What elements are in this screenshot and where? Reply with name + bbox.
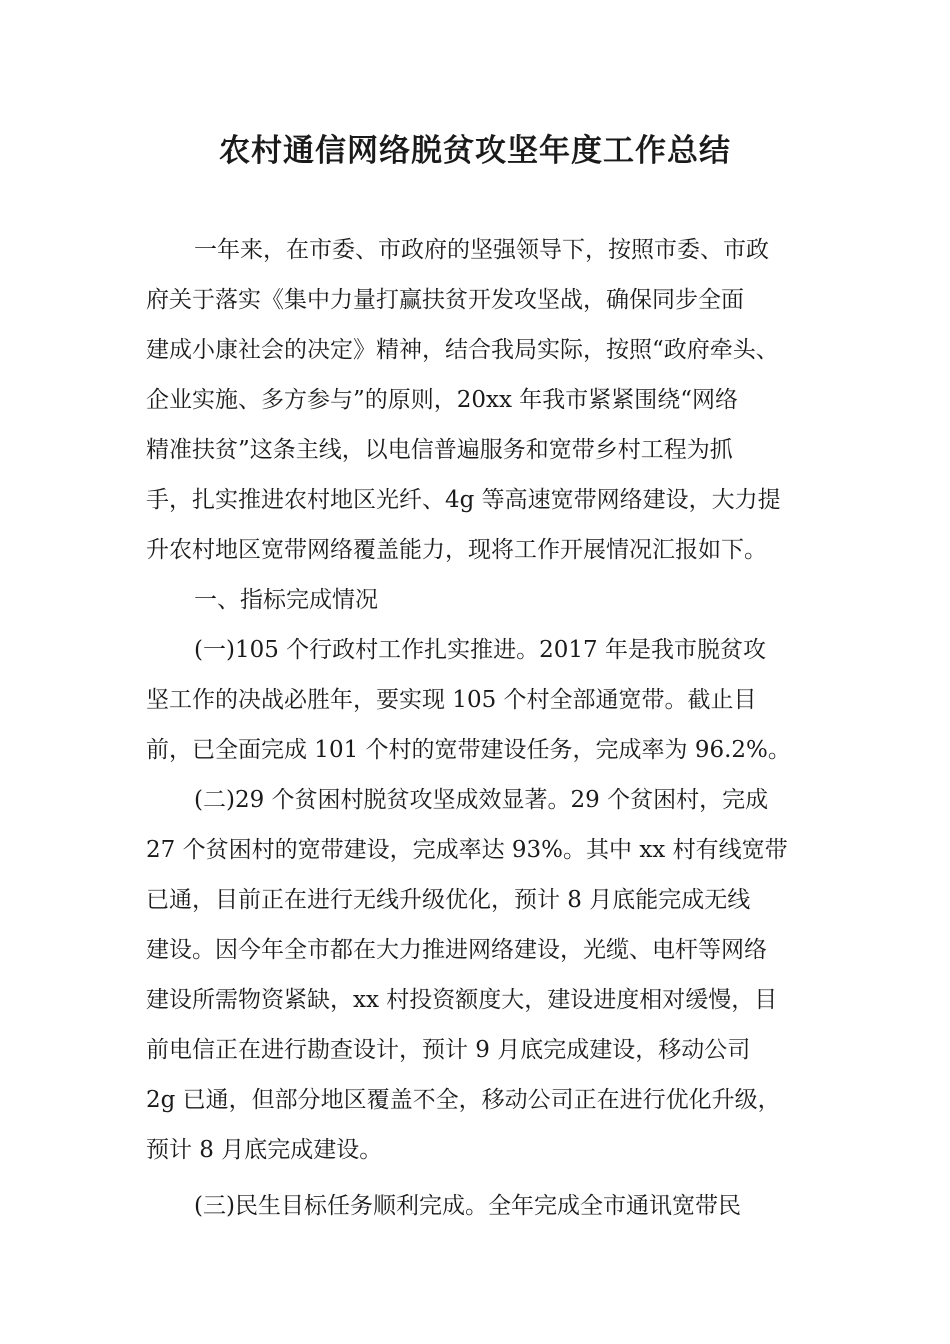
paragraph-intro-line-5: 精准扶贫”这条主线，以电信普遍服务和宽带乡村工程为抓 [146, 437, 733, 463]
section-heading-1: 一、指标完成情况 [194, 587, 378, 613]
paragraph-intro-line-6: 手，扎实推进农村地区光纤、4g 等高速宽带网络建设，大力提 [146, 487, 781, 513]
paragraph-item-2-line-4: 建设。因今年全市都在大力推进网络建设，光缆、电杆等网络 [146, 937, 767, 963]
paragraph-item-2-line-3: 已通，目前正在进行无线升级优化，预计 8 月底能完成无线 [146, 887, 751, 913]
paragraph-intro-line-4: 企业实施、多方参与”的原则，20xx 年我市紧紧围绕“网络 [146, 387, 739, 413]
paragraph-intro-line-7: 升农村地区宽带网络覆盖能力，现将工作开展情况汇报如下。 [146, 537, 767, 563]
paragraph-item-2-line-1: (二)29 个贫困村脱贫攻坚成效显著。29 个贫困村，完成 [194, 787, 769, 813]
paragraph-intro-line-1: 一年来，在市委、市政府的坚强领导下，按照市委、市政 [194, 237, 769, 263]
document-title: 农村通信网络脱贫攻坚年度工作总结 [219, 133, 731, 169]
paragraph-item-1-line-1: (一)105 个行政村工作扎实推进。2017 年是我市脱贫攻 [194, 637, 767, 663]
paragraph-item-3-line-1: (三)民生目标任务顺利完成。全年完成全市通讯宽带民 [194, 1193, 741, 1219]
paragraph-item-1-line-3: 前，已全面完成 101 个村的宽带建设任务，完成率为 96.2%。 [146, 737, 791, 763]
paragraph-item-2-line-7: 2g 已通，但部分地区覆盖不全，移动公司正在进行优化升级， [146, 1087, 781, 1113]
paragraph-item-2-line-8: 预计 8 月底完成建设。 [146, 1137, 383, 1163]
paragraph-intro-line-3: 建成小康社会的决定》精神，结合我局实际，按照“政府牵头、 [146, 337, 779, 363]
document-body [146, 225, 806, 1231]
paragraph-item-1-line-2: 坚工作的决战必胜年，要实现 105 个村全部通宽带。截止目 [146, 687, 757, 713]
paragraph-intro-line-2: 府关于落实《集中力量打赢扶贫开发攻坚战，确保同步全面 [146, 287, 744, 313]
paragraph-item-2-line-6: 前电信正在进行勘查设计，预计 9 月底完成建设，移动公司 [146, 1037, 751, 1063]
paragraph-item-2-line-5: 建设所需物资紧缺，xx 村投资额度大，建设进度相对缓慢，目 [146, 987, 778, 1013]
paragraph-item-2-line-2: 27 个贫困村的宽带建设，完成率达 93%。其中 xx 村有线宽带 [146, 837, 788, 863]
